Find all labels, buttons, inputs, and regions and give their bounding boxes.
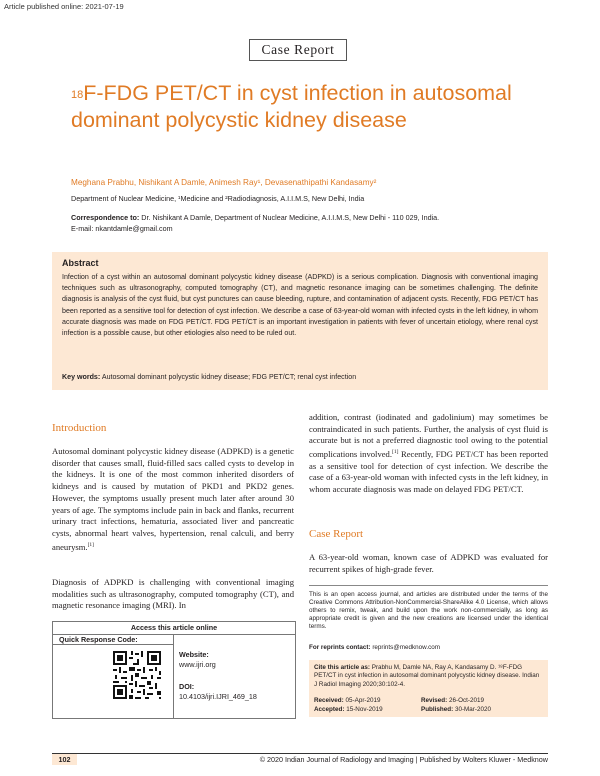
citation-text (314, 664, 544, 689)
title-isotope-superscript: 18 (71, 89, 84, 101)
introduction-paragraph-2: Diagnosis of ADPKD is challenging with conventional imaging modalities such as ultrasonography, computed tomography (CT), and magnetic resonance imaging (MRI). In (52, 577, 294, 611)
intro-cont-ref: [1] (392, 449, 399, 456)
correspondence-label: Correspondence to: (71, 213, 140, 222)
title-text: F-FDG PET/CT in cyst infection in autosomal dominant polycystic kidney disease (71, 81, 512, 132)
section-label: Case Report (249, 39, 347, 61)
abstract-body: Infection of a cyst within an autosomal dominant polycystic kidney disease (ADPKD) is a serious complication. Diagnosis with conventional imaging techniques such as ultrasonography, computed tomography (CT), and magnetic resonance imaging can be sometimes challenging. The definite diagnosis is analysis of the cyst fluid, but cyst punctures can cause bleeding, rupture, and contamination of adjacent cysts. Recently, FDG PET/CT has been reported as a sensitive tool for detection of cyst infection. We describe a case of 63-year-old woman with infected cysts in the left kidney, in whom accurate diagnosis was made on FDG PET/CT. FDG PET/CT is an important investigation in patients with fever of uncertain etiology, where renal cyst infection is a possible cause, but other etiologies also need to be ruled out. (62, 273, 538, 338)
abstract-heading: Abstract (62, 258, 99, 268)
abstract-box (52, 252, 548, 390)
keywords-text: Autosomal dominant polycystic kidney disease; FDG PET/CT; renal cyst infection (101, 373, 357, 381)
page-footer (52, 753, 548, 765)
case-report-paragraph: A 63-year-old woman, known case of ADPKD was evaluated for recurrent spikes of high-grade fever. (309, 552, 548, 574)
citation-box (309, 660, 548, 717)
qr-code-icon (111, 649, 163, 706)
intro-p1-ref: [1] (87, 541, 94, 548)
revised-label: Revised: (421, 697, 448, 704)
introduction-paragraph-1 (52, 446, 294, 553)
correspondence-email[interactable]: E-mail: nkantdamle@gmail.com (71, 224, 173, 233)
access-online-box (52, 621, 296, 719)
keywords (62, 373, 356, 381)
revised-value: 26-Oct-2019 (449, 697, 485, 704)
license-text: This is an open access journal, and articles are distributed under the terms of the Creative Commons Attribution-NonCommercial-ShareAlike 4.0 License, which allows others to remix, tweak, and build upon the work non-commercially, as long as appropriate credit is given and the new creations are licensed under the identical terms. (309, 585, 548, 631)
received-label: Received: (314, 697, 344, 704)
intro-cont-text-a: addition, contrast (iodinated and gadolinium) may sometimes be contraindicated in such patients. Further, the analysis of cyst fluid is accurate but is not a preferred diagnostic tool owing to the potential complications involved. (309, 412, 548, 459)
introduction-continued (309, 412, 548, 496)
website-label: Website: (179, 650, 209, 659)
accepted-label: Accepted: (314, 706, 345, 713)
website-link[interactable]: www.ijri.org (179, 660, 216, 669)
case-report-heading: Case Report (309, 528, 364, 540)
keywords-label: Key words: (62, 373, 101, 381)
published-value: 30-Mar-2020 (454, 706, 491, 713)
correspondence-address: Dr. Nishikant A Damle, Department of Nuclear Medicine, A.I.I.M.S, New Delhi - 110 029, India. (141, 213, 440, 222)
introduction-heading: Introduction (52, 422, 107, 434)
footer-copyright: © 2020 Indian Journal of Radiology and Imaging | Published by Wolters Kluwer - Medknow (259, 755, 548, 764)
accepted-date (314, 706, 383, 713)
received-date (314, 697, 381, 704)
intro-cont-text-b: Recently, FDG PET/CT has been reported as a sensitive tool for detection of cyst infection. We describe the case of a 63-year-old woman with infected cysts in the left kidney, in whom accurate diagnosis was made on delayed FDG PET/CT. (309, 448, 548, 495)
correspondence (71, 212, 439, 234)
published-label: Published: (421, 706, 454, 713)
accepted-value: 15-Nov-2019 (346, 706, 383, 713)
published-date (421, 706, 491, 713)
qr-label: Quick Response Code: (53, 634, 173, 645)
affiliations: Department of Nuclear Medicine, ¹Medicine and ²Radiodiagnosis, A.I.I.M.S, New Delhi, India (71, 194, 365, 203)
article-title (71, 80, 561, 134)
revised-date (421, 697, 484, 704)
reprints-contact (309, 644, 440, 651)
author-list: Meghana Prabhu, Nishikant A Damle, Animesh Ray¹, Devasenathipathi Kandasamy² (71, 178, 377, 187)
reprints-label: For reprints contact: (309, 644, 371, 651)
doi-label: DOI: (179, 682, 195, 691)
access-title: Access this article online (53, 622, 295, 635)
reprints-email[interactable]: reprints@medknow.com (372, 644, 440, 651)
citation-body: Prabhu M, Damle NA, Ray A, Kandasamy D. ¹⁸F-FDG PET/CT in cyst infection in autosomal dominant polycystic kidney disease. Indian J Radiol Imaging 2020;30:102-4. (314, 664, 540, 688)
published-online-date: Article published online: 2021-07-19 (4, 2, 124, 11)
page-number: 102 (52, 754, 77, 765)
received-value: 05-Apr-2019 (345, 697, 381, 704)
citation-label: Cite this article as: (314, 664, 370, 671)
access-divider (173, 634, 174, 718)
doi-link[interactable]: 10.4103/ijri.IJRI_469_18 (179, 692, 257, 701)
intro-p1-text: Autosomal dominant polycystic kidney disease (ADPKD) is a genetic disorder that causes small, fluid-filled sacs called cysts to develop in the kidneys. It is one of the most common inherited disorders of kidneys and is caused by mutation of PKD1 and PKD2 genes. However, the symptoms usually present much later after around 30 years of age. The symptoms include pain in back and flanks, recurrent urinary tract infections, hematuria, associated liver and pancreatic cysts, abnormal heart valves, hypertension, renal calculi, and berry aneurysm. (52, 446, 294, 552)
